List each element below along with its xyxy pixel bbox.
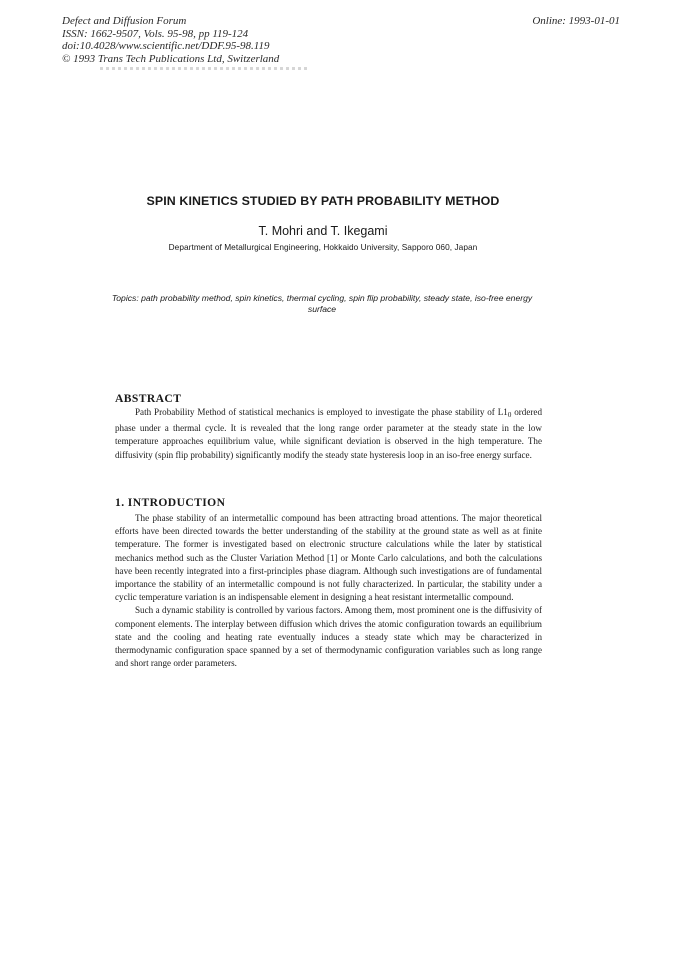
abstract-text-start: Path Probability Method of statistical mechanics is employed to investigate the phase stability of L1 xyxy=(135,407,508,417)
author-affiliation: Department of Metallurgical Engineering, Hokkaido University, Sapporo 060, Japan xyxy=(168,242,478,252)
abstract-subscript: 0 xyxy=(507,411,512,419)
abstract-heading: ABSTRACT xyxy=(115,392,182,405)
issn-line: ISSN: 1662-9507, Vols. 95-98, pp 119-124 xyxy=(62,27,249,40)
abstract-paragraph xyxy=(115,406,542,462)
paper-title: SPIN KINETICS STUDIED BY PATH PROBABILITY METHOD xyxy=(146,194,500,208)
intro-paragraph-2: Such a dynamic stability is controlled by various factors. Among them, most prominent one is the diffusivity of component elements. The interplay between diffusion which drives the atomic configuration towards an equilibrium state and the cooling and heating rate eventually induces a steady state which may be characterized in thermodynamic configuration space spanned by a set of thermodynamic configuration variables such as long range and short range order parameters. xyxy=(115,605,542,669)
faint-scan-artifact xyxy=(100,67,310,70)
introduction-heading: 1. INTRODUCTION xyxy=(115,496,226,509)
journal-name: Defect and Diffusion Forum xyxy=(62,15,187,27)
paper-authors: T. Mohri and T. Ikegami xyxy=(258,224,388,238)
abstract-body xyxy=(115,406,542,462)
online-date: Online: 1993-01-01 xyxy=(532,15,620,27)
intro-paragraph-1: The phase stability of an intermetallic compound has been attracting broad attentions. The major theoretical efforts have been directed towards the better understanding of the stability at the ground state as well as at finite temperature. The former is investigated based on electronic structure calculations while the later by statistical mechanics method such as the Cluster Variation Method [1] or Monte Carlo calculations, and both the calculations have been recently integrated into a first-principles phase diagram. Although such investigations are of fundamental importance the stability of an intermetallic compound is not fully characterized. In particular, the stability under a cyclic temperature variation is an indispensable element in designing a heat resistant intermetallic compound. xyxy=(115,513,542,603)
doi-line: doi:10.4028/www.scientific.net/DDF.95-98.119 xyxy=(62,40,270,52)
abstract-text-end: ordered phase under a thermal cycle. It is revealed that the long range order parameter at the steady state in the low temperature approaches equilibrium value, while significant deviation is observed in the high temperature. The diffusivity (spin flip probability) significantly modify the steady state hysteresis loop in an iso-free energy surface. xyxy=(115,407,543,460)
copyright-line: © 1993 Trans Tech Publications Ltd, Switzerland xyxy=(62,52,280,65)
topics-keywords: Topics: path probability method, spin kinetics, thermal cycling, spin flip probability, steady state, iso-free energy surface xyxy=(111,293,533,314)
introduction-body xyxy=(115,512,542,670)
journal-header xyxy=(62,15,279,65)
